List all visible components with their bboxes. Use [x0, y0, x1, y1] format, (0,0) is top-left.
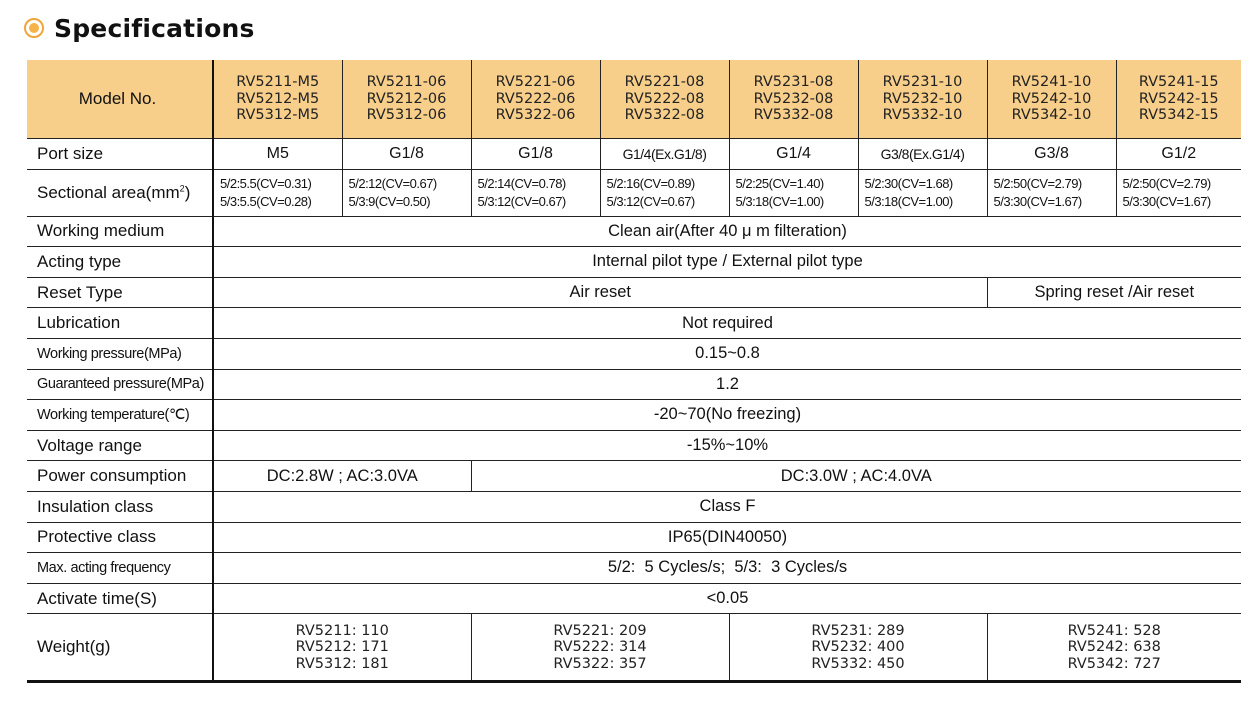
row-label: Working pressure(MPa)	[27, 338, 213, 369]
activate-time-value: <0.05	[213, 583, 1241, 614]
model-cell	[987, 60, 1116, 139]
reset-type-row	[27, 277, 1241, 308]
model-cell	[858, 60, 987, 139]
bullseye-icon	[24, 18, 44, 38]
voltage-range-value: -15%~10%	[213, 430, 1241, 461]
port-size-value: M5	[213, 139, 342, 170]
guaranteed-pressure-value: 1.2	[213, 369, 1241, 400]
model-name: RV5322-08	[624, 107, 705, 124]
model-name: RV5312-06	[366, 107, 447, 124]
weight-group: RV5221: 209 RV5222: 314 RV5322: 357	[471, 614, 729, 682]
model-name: RV5222-08	[624, 90, 705, 107]
specifications-table	[27, 60, 1241, 683]
acting-type-row	[27, 247, 1241, 278]
model-name: RV5312-M5	[236, 107, 320, 124]
row-label: Reset Type	[27, 277, 213, 308]
port-size-value: G1/8	[471, 139, 600, 170]
weight-group: RV5231: 289 RV5232: 400 RV5332: 450	[729, 614, 987, 682]
row-label: Working medium	[27, 216, 213, 247]
row-label: Acting type	[27, 247, 213, 278]
model-cell	[471, 60, 600, 139]
activate-time-row	[27, 583, 1241, 614]
model-name: RV5212-M5	[236, 90, 320, 107]
model-name: RV5241-10	[1011, 74, 1092, 91]
row-label: Max. acting frequency	[27, 553, 213, 584]
working-medium-row	[27, 216, 1241, 247]
model-name: RV5242-15	[1138, 90, 1219, 107]
sectional-area-value: 5/2:30(CV=1.68) 5/3:18(CV=1.00)	[858, 169, 987, 216]
guaranteed-pressure-row	[27, 369, 1241, 400]
sectional-area-value: 5/2:12(CV=0.67) 5/3:9(CV=0.50)	[342, 169, 471, 216]
sectional-area-value: 5/2:50(CV=2.79) 5/3:30(CV=1.67)	[1116, 169, 1241, 216]
model-name: RV5232-08	[753, 90, 834, 107]
model-cell	[1116, 60, 1241, 139]
port-size-value: G1/4(Ex.G1/8)	[600, 139, 729, 170]
working-temperature-value: -20~70(No freezing)	[213, 400, 1241, 431]
row-label: Model No.	[27, 60, 213, 139]
page-title: Specifications	[54, 13, 255, 43]
section-title	[24, 10, 255, 46]
lubrication-value: Not required	[213, 308, 1241, 339]
port-size-value: G1/8	[342, 139, 471, 170]
sectional-area-value: 5/2:14(CV=0.78) 5/3:12(CV=0.67)	[471, 169, 600, 216]
working-pressure-row	[27, 338, 1241, 369]
power-consumption-value: DC:3.0W ; AC:4.0VA	[471, 461, 1241, 492]
insulation-class-row	[27, 491, 1241, 522]
max-frequency-value: 5/2: 5 Cycles/s; 5/3: 3 Cycles/s	[213, 553, 1241, 584]
sectional-area-value: 5/2:50(CV=2.79) 5/3:30(CV=1.67)	[987, 169, 1116, 216]
row-label: Voltage range	[27, 430, 213, 461]
model-name: RV5211-M5	[236, 74, 320, 91]
model-name: RV5221-06	[495, 74, 576, 91]
row-label: Sectional $area(mm^2)$	[27, 169, 213, 216]
weight-row	[27, 614, 1241, 682]
row-label: Power consumption	[27, 461, 213, 492]
lubrication-row	[27, 308, 1241, 339]
working-pressure-value: 0.15~0.8	[213, 338, 1241, 369]
reset-type-value: Spring reset /Air reset	[987, 277, 1241, 308]
model-name: RV5332-08	[753, 107, 834, 124]
protective-class-value: IP65(DIN40050)	[213, 522, 1241, 553]
working-temperature-row	[27, 400, 1241, 431]
model-name: RV5231-10	[882, 74, 963, 91]
port-size-row	[27, 139, 1241, 170]
max-frequency-row	[27, 553, 1241, 584]
model-cell	[600, 60, 729, 139]
port-size-value: G1/4	[729, 139, 858, 170]
row-label: Port size	[27, 139, 213, 170]
row-label: Weight(g)	[27, 614, 213, 682]
port-size-value: G3/8(Ex.G1/4)	[858, 139, 987, 170]
voltage-range-row	[27, 430, 1241, 461]
model-cell	[213, 60, 342, 139]
model-name: RV5332-10	[882, 107, 963, 124]
row-label: Guaranteed pressure(MPa)	[27, 369, 213, 400]
working-medium-value: Clean air(After 40 μ m filteration)	[213, 216, 1241, 247]
model-name: RV5342-10	[1011, 107, 1092, 124]
model-name: RV5211-06	[366, 74, 447, 91]
model-name: RV5241-15	[1138, 74, 1219, 91]
insulation-class-value: Class F	[213, 491, 1241, 522]
model-name: RV5342-15	[1138, 107, 1219, 124]
port-size-value: G1/2	[1116, 139, 1241, 170]
model-name: RV5232-10	[882, 90, 963, 107]
model-name: RV5322-06	[495, 107, 576, 124]
power-consumption-row	[27, 461, 1241, 492]
row-label: Lubrication	[27, 308, 213, 339]
sectional-area-value: 5/2:25(CV=1.40) 5/3:18(CV=1.00)	[729, 169, 858, 216]
model-name: RV5212-06	[366, 90, 447, 107]
weight-group: RV5241: 528 RV5242: 638 RV5342: 727	[987, 614, 1241, 682]
row-label: Insulation class	[27, 491, 213, 522]
row-label: Protective class	[27, 522, 213, 553]
weight-group: RV5211: 110 RV5212: 171 RV5312: 181	[213, 614, 471, 682]
sectional-area-value: 5/2:16(CV=0.89) 5/3:12(CV=0.67)	[600, 169, 729, 216]
port-size-value: G3/8	[987, 139, 1116, 170]
sectional-area-value: 5/2:5.5(CV=0.31) 5/3:5.5(CV=0.28)	[213, 169, 342, 216]
protective-class-row	[27, 522, 1241, 553]
row-label: Working temperature(℃)	[27, 400, 213, 431]
sectional-area-row	[27, 169, 1241, 216]
reset-type-value: Air reset	[213, 277, 987, 308]
model-name: RV5221-08	[624, 74, 705, 91]
power-consumption-value: DC:2.8W ; AC:3.0VA	[213, 461, 471, 492]
model-name: RV5222-06	[495, 90, 576, 107]
acting-type-value: Internal pilot type / External pilot type	[213, 247, 1241, 278]
model-cell	[729, 60, 858, 139]
model-name: RV5231-08	[753, 74, 834, 91]
row-label: Activate time(S)	[27, 583, 213, 614]
model-header-row	[27, 60, 1241, 139]
model-name: RV5242-10	[1011, 90, 1092, 107]
model-cell	[342, 60, 471, 139]
